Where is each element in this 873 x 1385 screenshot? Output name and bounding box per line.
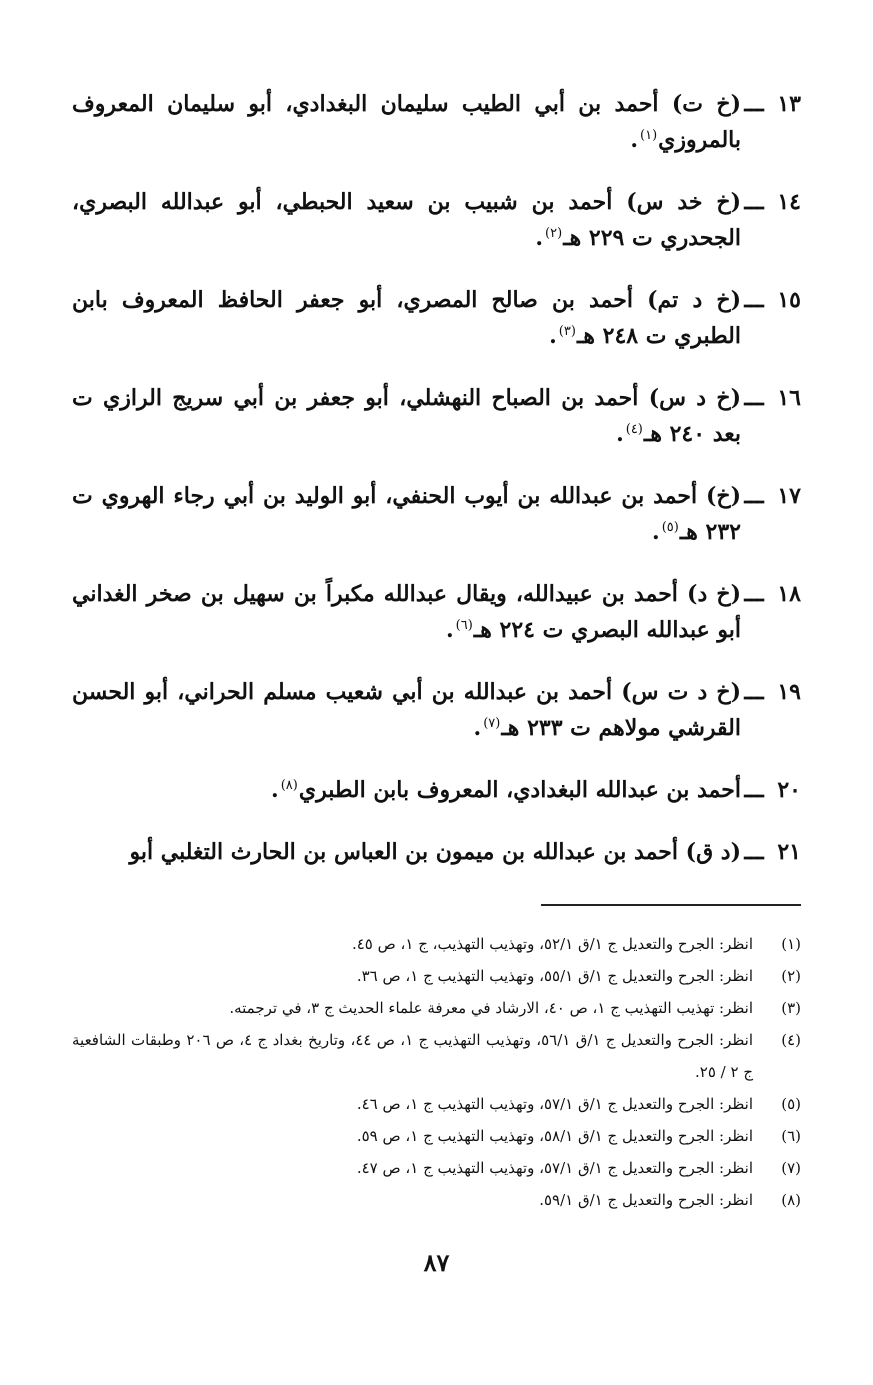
footnote-ref: (٨) [280, 777, 298, 793]
footnote-item [72, 960, 801, 992]
entry-number: ١٧ [777, 483, 801, 509]
entry-dash: ـــ [744, 385, 764, 411]
entry-20 [72, 772, 801, 808]
entry-text-body: (خ د ت س) أحمد بن عبدالله بن أبي شعيب مسلم الحراني، أبو الحسن القرشي مولاهم ت ٢٣٣ هـ [72, 679, 741, 741]
entry-number: ١٦ [777, 385, 801, 411]
footnote-number: (٨) [781, 1191, 801, 1209]
footnote-text: انظر: الجرح والتعديل ج ١/ق ٥٧/١، وتهذيب التهذيب ج ١، ص ٤٦. [356, 1095, 753, 1113]
footnote-text: انظر: تهذيب التهذيب ج ١، ص ٤٠، الارشاد في معرفة علماء الحديث ج ٣، في ترجمته. [229, 999, 753, 1017]
footnote-item [72, 1152, 801, 1184]
entry-text [72, 282, 741, 354]
footnote-text: انظر: الجرح والتعديل ج ١/ق ٥٧/١، وتهذيب التهذيب ج ١، ص ٤٧. [356, 1159, 753, 1177]
entry-punctuation: . [473, 715, 482, 741]
biography-entries [72, 86, 801, 896]
entry-punctuation: . [445, 617, 454, 643]
entry-dash: ـــ [744, 679, 764, 705]
entry-16 [72, 380, 801, 452]
entry-number: ١٥ [777, 287, 801, 313]
footnote-ref: (١) [640, 127, 658, 143]
footnote-text: انظر: الجرح والتعديل ج ١/ق ٥٨/١، وتهذيب التهذيب ج ١، ص ٥٩. [356, 1127, 753, 1145]
footnote-ref: (٥) [661, 519, 679, 535]
entry-text [72, 184, 741, 256]
footnote-ref: (٢) [545, 225, 563, 241]
footnote-text: انظر: الجرح والتعديل ج ١/ق ٥٩/١. [539, 1191, 753, 1209]
entry-punctuation: . [630, 127, 638, 153]
entry-13 [72, 86, 801, 158]
entry-number: ١٣ [777, 91, 801, 117]
entry-18 [72, 576, 801, 648]
entry-text-body: (خ خد س) أحمد بن شبيب بن سعيد الحبطي، أبو عبدالله البصري، الجحدري ت ٢٢٩ هـ [72, 189, 741, 251]
entry-text [72, 86, 741, 158]
entry-14 [72, 184, 801, 256]
entry-17 [72, 478, 801, 550]
entry-punctuation: . [549, 323, 557, 349]
footnote-ref: (٦) [455, 617, 473, 633]
footnote-ref: (٣) [558, 323, 576, 339]
footnote-item [72, 1120, 801, 1152]
entry-dash: ـــ [744, 189, 764, 215]
entry-text [72, 380, 741, 452]
page-number: ٨٧ [423, 1248, 450, 1277]
entry-number: ١٤ [777, 189, 801, 215]
footnote-number: (٥) [781, 1095, 801, 1113]
entry-text-body: (خ) أحمد بن عبدالله بن أيوب الحنفي، أبو الوليد بن أبي رجاء الهروي ت ٢٣٢ هـ [72, 483, 741, 545]
footnote-item [72, 1024, 801, 1088]
entry-text-body: (خ د س) أحمد بن الصباح النهشلي، أبو جعفر بن أبي سريج الرازي ت بعد ٢٤٠ هـ [72, 385, 741, 447]
entry-text-body: (خ ت) أحمد بن أبي الطيب سليمان البغدادي، أبو سليمان المعروف بالمروزي [72, 91, 741, 153]
footnote-text: انظر: الجرح والتعديل ج ١/ق ٥٥/١، وتهذيب التهذيب ج ١، ص ٣٦. [356, 967, 753, 985]
entry-15 [72, 282, 801, 354]
footnote-number: (٣) [781, 999, 801, 1017]
entry-punctuation: . [616, 421, 624, 447]
entry-punctuation: . [652, 519, 660, 545]
entry-number: ١٨ [777, 581, 801, 607]
footnote-item [72, 992, 801, 1024]
entry-text-body: أحمد بن عبدالله البغدادي، المعروف بابن الطبري [298, 777, 741, 803]
entry-punctuation: . [271, 777, 279, 803]
entry-dash: ـــ [744, 777, 764, 803]
footnote-text: انظر: الجرح والتعديل ج ١/ق ٥٦/١، وتهذيب التهذيب ج ١، ص ٤٤، وتاريخ بغداد ج ٤، ص ٢٠٦ وطبقات الشافعية ج ٢ / ٢٥. [72, 1031, 753, 1081]
footnote-text: انظر: الجرح والتعديل ج ١/ق ٥٢/١، وتهذيب التهذيب، ج ١، ص ٤٥. [351, 935, 753, 953]
entry-number: ٢١ [777, 839, 801, 865]
entry-dash: ـــ [744, 839, 764, 865]
entry-number: ٢٠ [777, 777, 801, 803]
entry-19 [72, 674, 801, 746]
entry-dash: ـــ [744, 581, 764, 607]
footnote-number: (٧) [781, 1159, 801, 1177]
entry-text [72, 772, 741, 808]
entry-text-body: (خ د) أحمد بن عبيدالله، ويقال عبدالله مكبراً بن سهيل بن صخر الغداني أبو عبدالله البصري ت ٢٢٤ هـ [72, 581, 741, 643]
entry-text [72, 674, 741, 746]
entry-number: ١٩ [777, 679, 801, 705]
entry-dash: ـــ [744, 483, 764, 509]
footnotes [72, 928, 801, 1216]
entry-text [72, 478, 741, 550]
entry-text [72, 576, 741, 648]
entry-text-body: (د ق) أحمد بن عبدالله بن ميمون بن العباس بن الحارث التغلبي أبو [129, 839, 741, 865]
footnote-number: (٦) [781, 1127, 801, 1145]
entry-text-body: (خ د تم) أحمد بن صالح المصري، أبو جعفر الحافظ المعروف بابن الطبري ت ٢٤٨ هـ [72, 287, 741, 349]
entry-dash: ـــ [744, 91, 764, 117]
footnote-number: (١) [781, 935, 801, 953]
footnote-item [72, 1184, 801, 1216]
footnote-ref: (٧) [483, 715, 501, 731]
entry-punctuation: . [535, 225, 544, 251]
footnote-separator [541, 904, 801, 906]
entry-dash: ـــ [744, 287, 764, 313]
footnote-number: (٤) [781, 1031, 801, 1049]
entry-text [72, 834, 741, 870]
footnote-item [72, 928, 801, 960]
footnote-number: (٢) [781, 967, 801, 985]
footnote-ref: (٤) [625, 421, 643, 437]
footnote-item [72, 1088, 801, 1120]
entry-21 [72, 834, 801, 870]
